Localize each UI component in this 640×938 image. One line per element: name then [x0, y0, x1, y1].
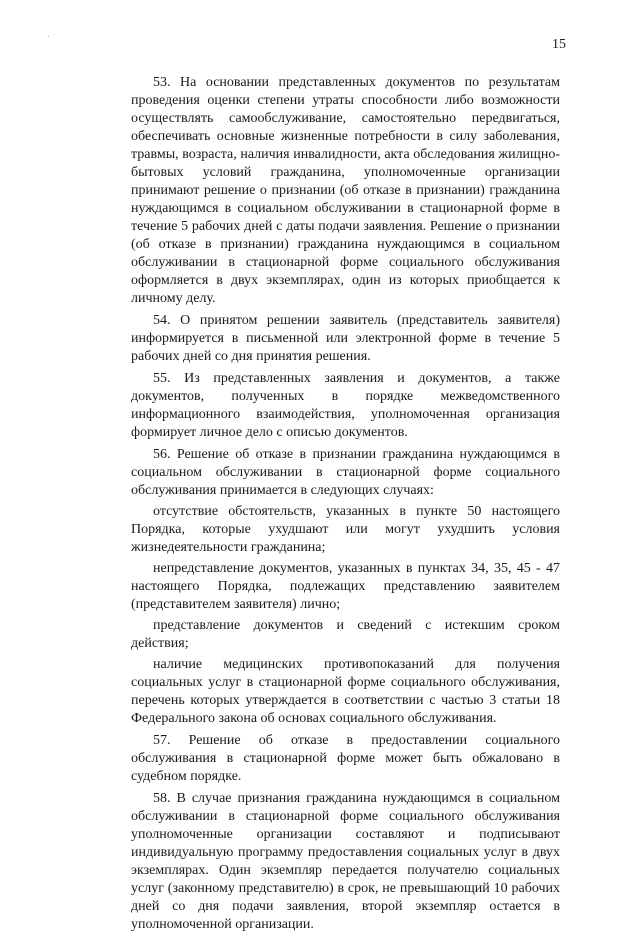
page-number: 15	[552, 37, 566, 52]
paragraph-57: 57. Решение об отказе в предоставлении социального обслуживания в стационарной форме может быть обжаловано в судебном порядке.	[131, 733, 560, 784]
paragraph-56-case-1: отсутствие обстоятельств, указанных в пункте 50 настоящего Порядка, которые ухудшают или могут ухудшить условия жизнедеятельности гражданина;	[131, 504, 560, 555]
paragraph-55: 55. Из представленных заявления и документов, а также документов, полученных в порядке межведомственного информационного взаимодействия, уполномоченная организация формирует личное дело с описью документов.	[131, 371, 560, 440]
paragraph-53: 53. На основании представленных документов по результатам проведения оценки степени утраты способности либо возможности осуществлять самообслуживание, самостоятельно передвигаться, обеспечивать основные жизненные потребности в силу заболевания, травмы, возраста, наличия инвалидности, акта обследования жилищно-бытовых условий гражданина, уполномоченные организации принимают решение о признании (об отказе в признании) гражданина нуждающимся в социальном обслуживании в стационарной форме в течение 5 рабочих дней с даты подачи заявления. Решение о признании (об отказе в признании) гражданина нуждающимся в социальном обслуживании в стационарной форме социального обслуживания оформляется в двух экземплярах, один из которых приобщается к личному делу.	[131, 75, 560, 306]
paragraph-58: 58. В случае признания гражданина нуждающимся в социальном обслуживании в стационарной форме социального обслуживания уполномоченные организации составляют и подписывают индивидуальную программу предоставления социальных услуг в двух экземплярах. Один экземпляр передается получателю социальных услуг (законному представителю) в срок, не превышающий 10 рабочих дней со дня подачи заявления, второй экземпляр остается в уполномоченной организации.	[131, 791, 560, 932]
paragraph-56: 56. Решение об отказе в признании гражданина нуждающимся в социальном обслуживании в стационарной форме социального обслуживания принимается в следующих случаях:	[131, 447, 560, 498]
paragraph-54: 54. О принятом решении заявитель (представитель заявителя) информируется в письменной или электронной форме в течение 5 рабочих дней со дня принятия решения.	[131, 313, 560, 364]
paragraph-56-case-3: представление документов и сведений с истекшим сроком действия;	[131, 618, 560, 651]
document-body	[131, 74, 560, 938]
scan-mark	[48, 36, 49, 37]
paragraph-56-case-2: непредставление документов, указанных в пунктах 34, 35, 45 - 47 настоящего Порядка, подлежащих представлению заявителем (представителем заявителя) лично;	[131, 561, 560, 612]
paragraph-56-case-4: наличие медицинских противопоказаний для получения социальных услуг в стационарной форме социального обслуживания, перечень которых утверждается в соответствии с частью 3 статьи 18 Федерального закона об основах социального обслуживания.	[131, 657, 560, 726]
